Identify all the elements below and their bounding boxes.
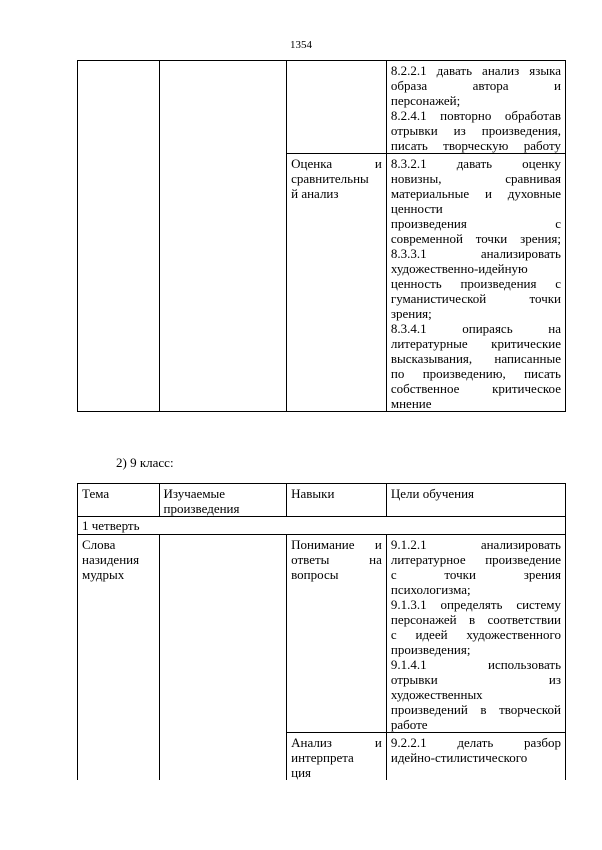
- skill-cell: [287, 61, 387, 154]
- cell-line: 8.3.3.1 анализировать: [390, 246, 561, 261]
- cell-line: психологизма;: [390, 582, 471, 597]
- cell-line: й анализ: [291, 186, 339, 201]
- cell-line: художественно-идейную: [390, 261, 528, 276]
- cell-line: литературное произведение: [390, 552, 561, 567]
- cell-line: 9.2.2.1 делать разбор: [390, 735, 561, 750]
- table-grade9: [77, 483, 566, 780]
- cell-line: новизны, сравнивая: [390, 171, 561, 186]
- cell-line: материальные и духовные: [390, 186, 561, 201]
- cell-line: ответы на: [291, 552, 382, 567]
- theme-line: назидения: [82, 552, 140, 567]
- cell-line: отрывки из: [390, 672, 561, 687]
- header-works: Изучаемые произведения: [159, 484, 287, 517]
- header-theme: Тема: [78, 484, 160, 517]
- table-row: [78, 61, 566, 154]
- table-row: [78, 535, 566, 733]
- cell-line: 8.3.2.1 давать оценку: [390, 156, 561, 171]
- cell-line: Анализ и: [291, 735, 382, 750]
- cell-line: сравнительны: [291, 171, 369, 186]
- cell-line: ценности: [390, 201, 443, 216]
- cell-line: писать творческую работу: [390, 138, 561, 153]
- cell-line: 8.2.4.1 повторно обработав: [390, 108, 561, 123]
- cell-line: ценность произведения с: [390, 276, 561, 291]
- cell-line: литературные критические: [390, 336, 561, 351]
- header-skills: Навыки: [287, 484, 387, 517]
- cell-line: зрения;: [390, 306, 432, 321]
- cell-line: гуманистической точки: [390, 291, 561, 306]
- cell-line: 8.2.2.1 давать анализ языка: [390, 63, 561, 78]
- cell-line: ция: [291, 765, 312, 780]
- skill-cell: [287, 733, 387, 781]
- cell-line: современной точки зрения;: [390, 231, 561, 246]
- cell-line: отрывки из произведения,: [390, 123, 561, 138]
- cell-line: Оценка и: [291, 156, 382, 171]
- cell-line: образа автора и: [390, 78, 561, 93]
- goals-cell: [386, 733, 565, 781]
- cell-line: 8.3.4.1 опираясь на: [390, 321, 561, 336]
- cell-line: произведения;: [390, 642, 471, 657]
- works-cell: [159, 535, 287, 781]
- theme-cell: [78, 535, 160, 781]
- section-heading: 2) 9 класс:: [116, 455, 174, 470]
- theme-line: Слова: [82, 537, 116, 552]
- goals-cell: [386, 535, 565, 733]
- cell-line: 9.1.2.1 анализировать: [390, 537, 561, 552]
- theme-line: мудрых: [82, 567, 125, 582]
- cell-line: интерпрета: [291, 750, 354, 765]
- page-number: 1354: [290, 39, 312, 51]
- cell-line: персонажей в соответствии: [390, 612, 561, 627]
- cell-line: по произведению, писать: [390, 366, 561, 381]
- theme-cell: [78, 61, 160, 412]
- cell-line: идейно-стилистического: [390, 750, 528, 765]
- cell-line: 9.1.4.1 использовать: [390, 657, 561, 672]
- cell-line: с идеей художественного: [390, 627, 561, 642]
- skill-cell: [287, 535, 387, 733]
- cell-line: художественных: [390, 687, 483, 702]
- quarter-row: [78, 517, 566, 535]
- cell-line: произведения с: [390, 216, 561, 231]
- skill-cell: [287, 154, 387, 412]
- works-cell: [159, 61, 287, 412]
- header-goals: Цели обучения: [386, 484, 565, 517]
- table-grade8-continued: [77, 60, 566, 412]
- cell-line: собственное критическое: [390, 381, 561, 396]
- cell-line: мнение: [390, 396, 432, 411]
- cell-line: Понимание и: [291, 537, 382, 552]
- cell-line: с точки зрения: [390, 567, 561, 582]
- quarter-label: 1 четверть: [78, 517, 566, 535]
- goals-cell: [386, 61, 565, 154]
- goals-cell: [386, 154, 565, 412]
- cell-line: произведений в творческой: [390, 702, 561, 717]
- cell-line: вопросы: [291, 567, 339, 582]
- cell-line: работе: [390, 717, 428, 732]
- cell-line: высказывания, написанные: [390, 351, 561, 366]
- cell-line: персонажей;: [390, 93, 461, 108]
- table-header-row: [78, 484, 566, 517]
- cell-line: 9.1.3.1 определять систему: [390, 597, 561, 612]
